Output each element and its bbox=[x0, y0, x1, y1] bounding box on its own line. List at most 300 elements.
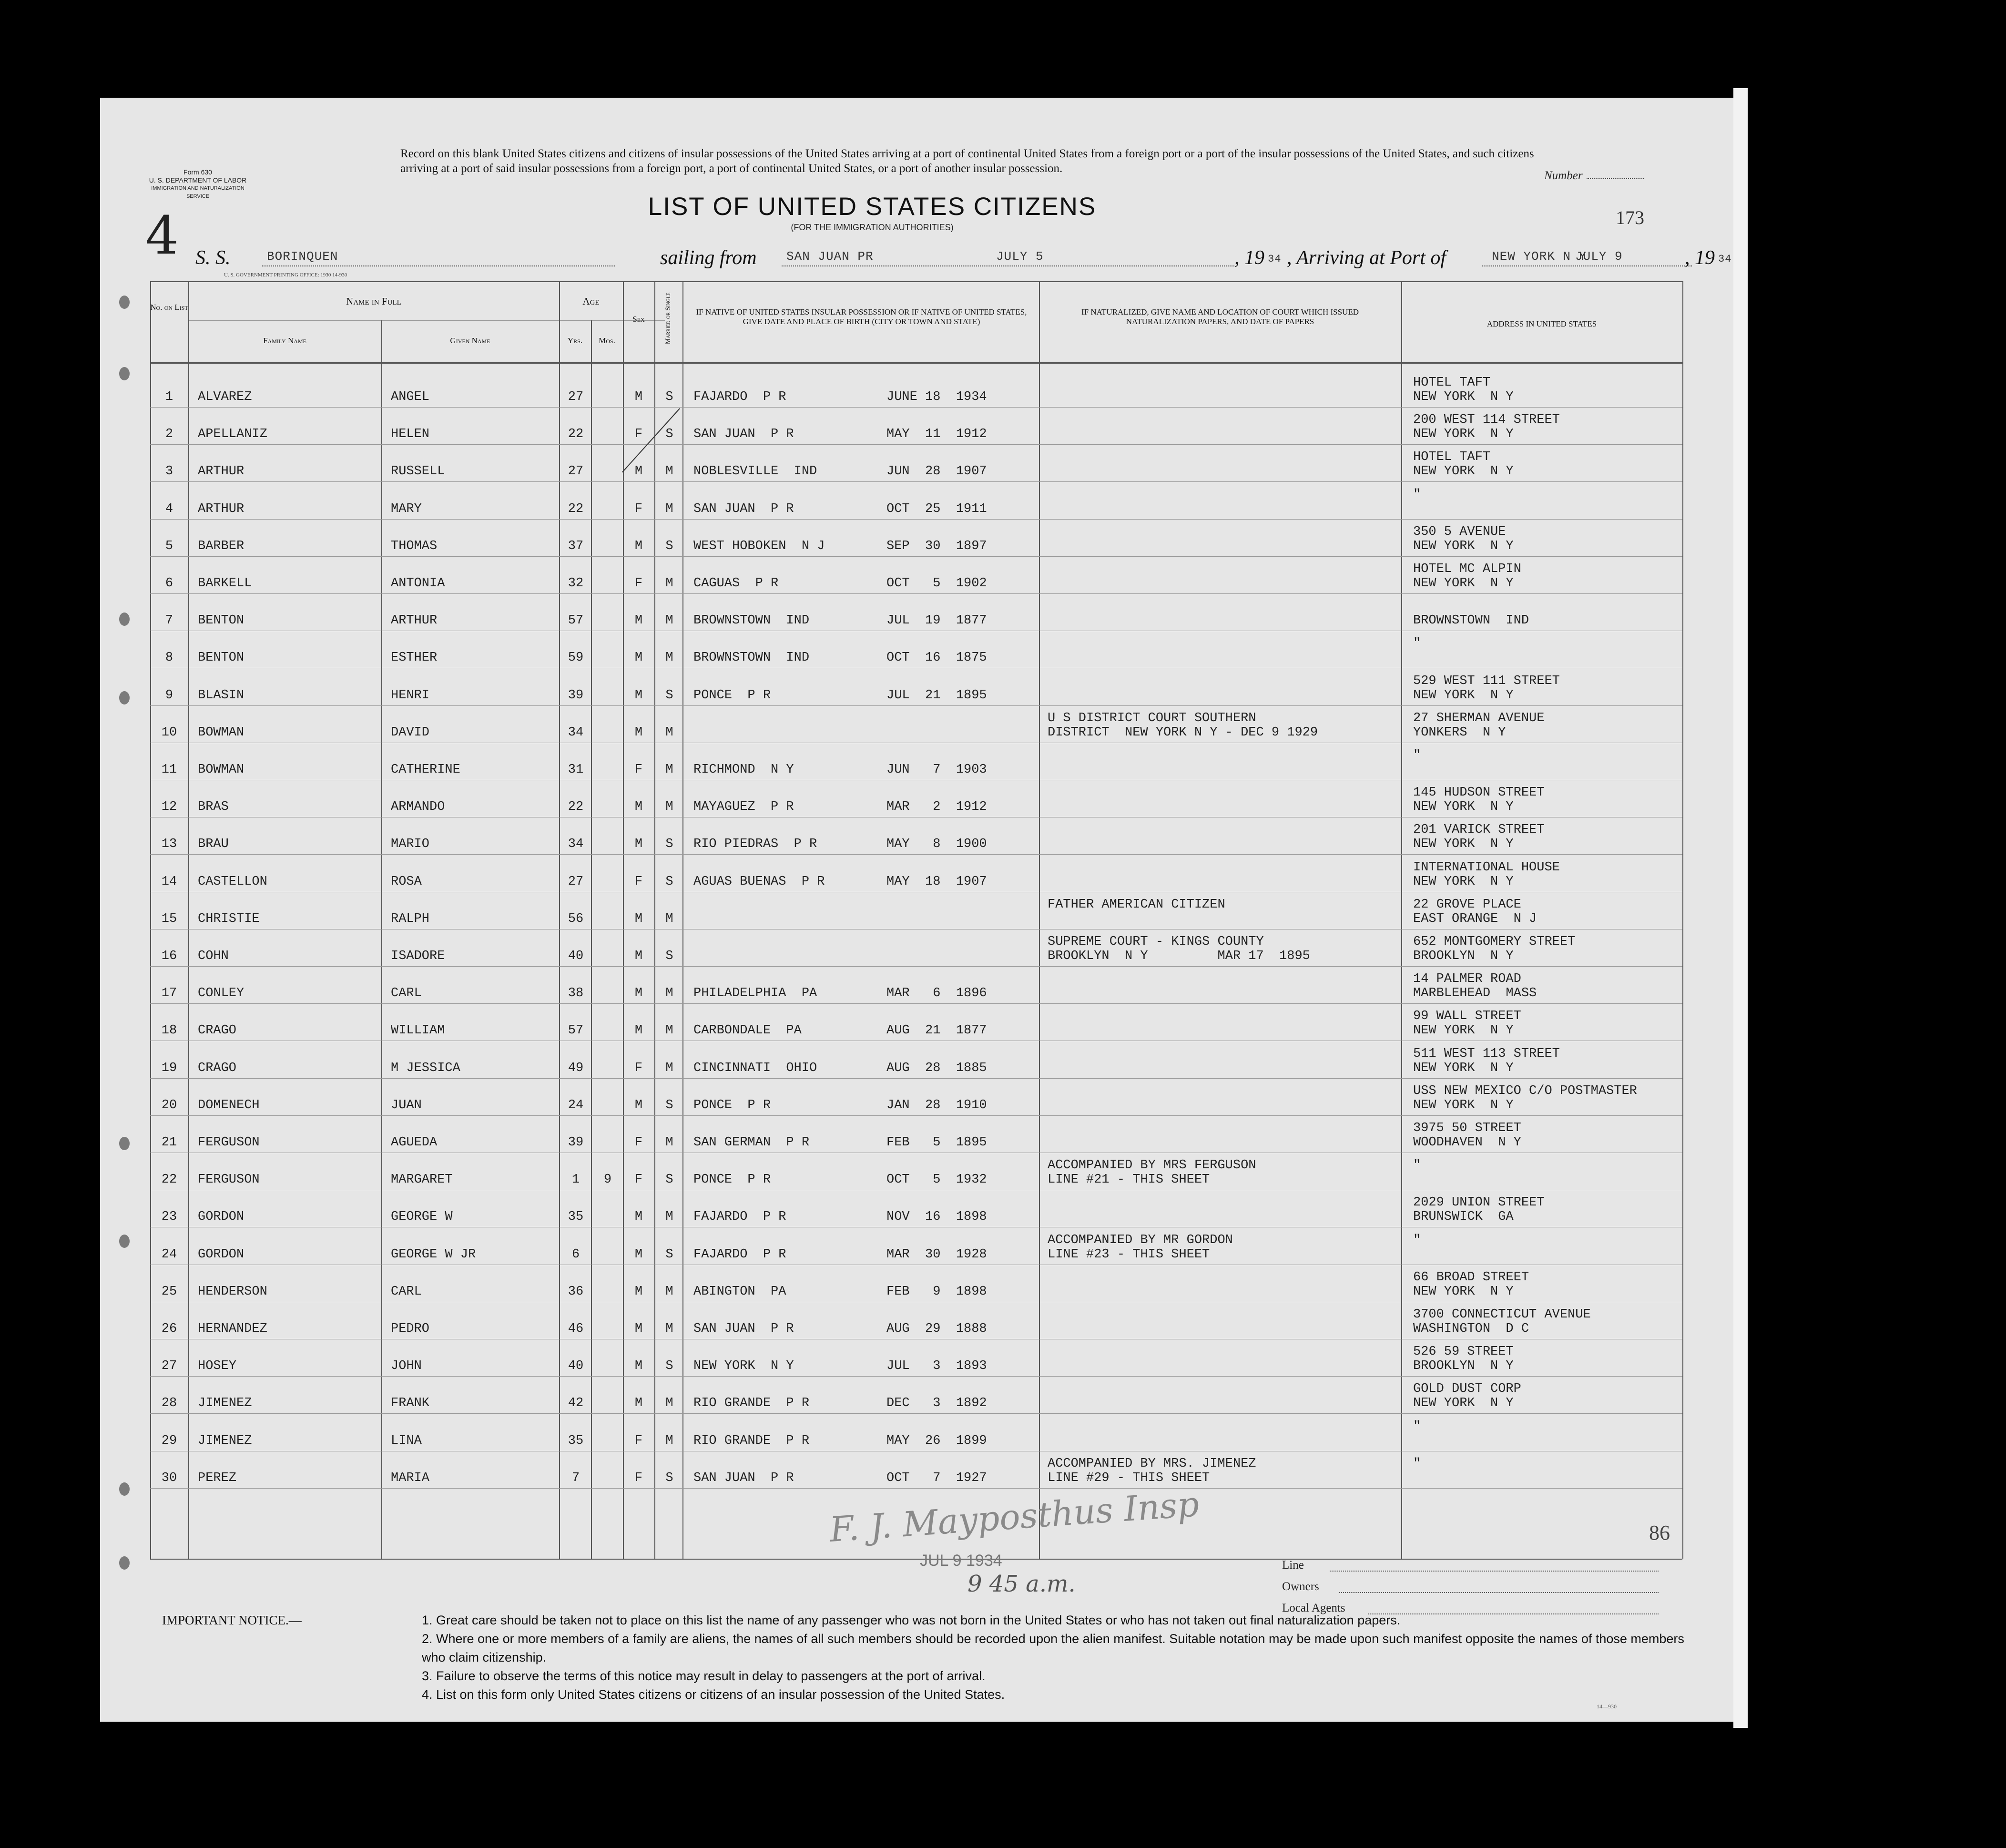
address-line2: NEW YORK N Y bbox=[1413, 576, 1514, 591]
address-line1: 529 WEST 111 STREET bbox=[1413, 674, 1560, 688]
header-name-in-full: Name in Full bbox=[346, 296, 401, 307]
given-name: MARGARET bbox=[391, 1173, 453, 1187]
to-date: JULY 9 bbox=[1575, 249, 1623, 264]
birth-date: SEP 30 1897 bbox=[886, 539, 987, 553]
table-row bbox=[100, 1454, 1733, 1491]
birth-date: JUN 7 1903 bbox=[886, 763, 987, 777]
address-line1: " bbox=[1413, 1158, 1421, 1173]
from-year: 34 bbox=[1268, 253, 1282, 265]
birth-place: PHILADELPHIA PA bbox=[693, 986, 817, 1001]
marital-status: S bbox=[665, 427, 673, 442]
table-row bbox=[100, 1118, 1733, 1155]
age-years: 59 bbox=[568, 651, 584, 665]
address-line1: 22 GROVE PLACE bbox=[1413, 897, 1521, 912]
age-years: 1 bbox=[571, 1173, 580, 1187]
address-line2: WASHINGTON D C bbox=[1413, 1322, 1529, 1336]
table-row bbox=[100, 820, 1733, 857]
arrival-time-note: 9 45 a.m. bbox=[967, 1571, 1076, 1597]
address-line2: NEW YORK N Y bbox=[1413, 464, 1514, 479]
ship-name: BORINQUEN bbox=[267, 249, 338, 264]
address-line1: 145 HUDSON STREET bbox=[1413, 786, 1545, 800]
given-name: MARIO bbox=[391, 837, 430, 852]
family-name: FERGUSON bbox=[198, 1173, 260, 1187]
given-name: FRANK bbox=[391, 1396, 430, 1411]
birth-place: FAJARDO P R bbox=[693, 1247, 786, 1262]
birth-date: MAY 18 1907 bbox=[886, 874, 987, 889]
age-years: 39 bbox=[568, 1135, 584, 1150]
address-line1: 2029 UNION STREET bbox=[1413, 1195, 1545, 1210]
given-name: JOHN bbox=[391, 1359, 422, 1374]
naturalization-line1: ACCOMPANIED BY MR GORDON bbox=[1048, 1233, 1233, 1247]
row-number: 12 bbox=[161, 800, 177, 815]
address-line1: 66 BROAD STREET bbox=[1413, 1270, 1529, 1285]
printer-imprint: U. S. GOVERNMENT PRINTING OFFICE: 1930 14-930 bbox=[224, 272, 347, 278]
age-years: 40 bbox=[568, 949, 584, 963]
page-edge-strip bbox=[1733, 88, 1748, 1728]
address-line1: 200 WEST 114 STREET bbox=[1413, 413, 1560, 428]
address-line1: HOTEL TAFT bbox=[1413, 376, 1491, 390]
family-name: JIMENEZ bbox=[198, 1396, 252, 1411]
age-years: 27 bbox=[568, 390, 584, 404]
header-married-single: Married or Single bbox=[664, 292, 672, 345]
table-row bbox=[100, 633, 1733, 671]
age-years: 34 bbox=[568, 837, 584, 852]
table-row bbox=[100, 745, 1733, 783]
address-line2: NEW YORK N Y bbox=[1413, 1284, 1514, 1299]
sex: M bbox=[634, 651, 643, 665]
table-row bbox=[100, 858, 1733, 895]
sheet-number: 173 bbox=[1616, 207, 1644, 228]
address-line1: 3700 CONNECTICUT AVENUE bbox=[1413, 1307, 1591, 1322]
row-number: 22 bbox=[161, 1173, 177, 1187]
from-fill-line bbox=[782, 265, 1234, 266]
table-row bbox=[100, 969, 1733, 1006]
corner-number: 86 bbox=[1649, 1521, 1670, 1544]
from-port: SAN JUAN PR bbox=[786, 249, 874, 264]
ss-label: S. S. bbox=[195, 247, 231, 269]
family-name: BARBER bbox=[198, 539, 244, 553]
table-top-rule bbox=[150, 281, 1682, 282]
marital-status: S bbox=[665, 1098, 673, 1113]
birth-date: AUG 21 1877 bbox=[886, 1023, 987, 1038]
row-rule bbox=[150, 1115, 1682, 1116]
table-header-rule bbox=[150, 362, 1682, 364]
address-line2: BROWNSTOWN IND bbox=[1413, 613, 1529, 628]
row-number: 23 bbox=[161, 1210, 177, 1225]
age-years: 22 bbox=[568, 427, 584, 442]
address-line1: USS NEW MEXICO C/O POSTMASTER bbox=[1413, 1083, 1637, 1098]
address-line1: 99 WALL STREET bbox=[1413, 1009, 1521, 1024]
sex: M bbox=[634, 688, 643, 703]
row-rule bbox=[150, 854, 1682, 855]
page-title: LIST OF UNITED STATES CITIZENS bbox=[648, 193, 1097, 221]
table-row bbox=[100, 783, 1733, 820]
marital-status: M bbox=[665, 1284, 673, 1299]
address-line1: HOTEL TAFT bbox=[1413, 450, 1491, 465]
family-name: CONLEY bbox=[198, 986, 244, 1001]
sex: F bbox=[634, 874, 643, 889]
sex: M bbox=[634, 911, 643, 926]
family-name: ARTHUR bbox=[198, 464, 244, 479]
row-number: 28 bbox=[161, 1396, 177, 1411]
address-line2: NEW YORK N Y bbox=[1413, 390, 1514, 404]
address-line1: HOTEL MC ALPIN bbox=[1413, 562, 1521, 576]
family-name: GORDON bbox=[198, 1247, 244, 1262]
family-name: BENTON bbox=[198, 651, 244, 665]
row-number: 4 bbox=[165, 501, 173, 516]
table-row bbox=[100, 671, 1733, 708]
naturalization-line1: SUPREME COURT - KINGS COUNTY bbox=[1048, 935, 1264, 949]
notice-item: 2. Where one or more members of a family are aliens, the names of all such members should be recorded upon the alien manifest. Suitable notation may be made upon such manifest opposite the names of those members who claim citizenship. bbox=[422, 1632, 1684, 1664]
table-row bbox=[100, 447, 1733, 484]
header-naturalized: IF NATURALIZED, GIVE NAME AND LOCATION OF COURT WHICH ISSUED NATURALIZATION PAPERS, AND DATE OF PAPERS bbox=[1081, 307, 1359, 326]
department-name: U. S. DEPARTMENT OF LABOR bbox=[149, 176, 247, 184]
sex: M bbox=[634, 1322, 643, 1336]
naturalization-line2: LINE #21 - THIS SHEET bbox=[1048, 1173, 1210, 1187]
sex: M bbox=[634, 837, 643, 852]
birth-date: JUNE 18 1934 bbox=[886, 390, 987, 404]
age-years: 46 bbox=[568, 1322, 584, 1336]
given-name: CARL bbox=[391, 986, 422, 1001]
line-label: Line bbox=[1282, 1559, 1304, 1572]
address-line1: 652 MONTGOMERY STREET bbox=[1413, 935, 1576, 949]
address-line2: BROOKLYN N Y bbox=[1413, 949, 1514, 963]
naturalization-line1: FATHER AMERICAN CITIZEN bbox=[1048, 897, 1225, 912]
family-name: BOWMAN bbox=[198, 725, 244, 740]
given-name: ANTONIA bbox=[391, 576, 445, 591]
form-instructions: Record on this blank United States citizens and citizens of insular possessions of the United States arriving at a port of continental United States from a foreign port or a port of the insular possessions of the United States, and such citizens arriving at a port of said insular possessions from a foreign port, a port of continental United States, or a port of another insular possession. bbox=[400, 147, 1534, 175]
address-line1: 3975 50 STREET bbox=[1413, 1121, 1521, 1135]
birth-date: NOV 16 1898 bbox=[886, 1210, 987, 1225]
marital-status: S bbox=[665, 949, 673, 963]
notice-item: 4. List on this form only United States citizens or citizens of an insular possession of the United States. bbox=[422, 1687, 1005, 1702]
arriving-label: , Arriving at Port of bbox=[1287, 247, 1446, 269]
from-year-prefix: , 19 bbox=[1234, 247, 1264, 269]
table-row bbox=[100, 1417, 1733, 1454]
sex: F bbox=[634, 1061, 643, 1075]
address-line2: NEW YORK N Y bbox=[1413, 539, 1514, 553]
row-number: 8 bbox=[165, 651, 173, 665]
age-years: 57 bbox=[568, 613, 584, 628]
notice-item: 1. Great care should be taken not to place on this list the name of any passenger who was not born in the United States or who has not taken out final naturalization papers. bbox=[422, 1613, 1401, 1627]
row-number: 7 bbox=[165, 613, 173, 628]
sex: F bbox=[634, 427, 643, 442]
row-number: 27 bbox=[161, 1359, 177, 1374]
birth-place: ABINGTON PA bbox=[693, 1284, 786, 1299]
naturalization-line2: LINE #23 - THIS SHEET bbox=[1048, 1247, 1210, 1262]
given-name: ANGEL bbox=[391, 390, 430, 404]
birth-place: PONCE P R bbox=[693, 688, 771, 703]
given-name: RALPH bbox=[391, 911, 430, 926]
marital-status: M bbox=[665, 986, 673, 1001]
birth-place: SAN JUAN P R bbox=[693, 1322, 794, 1336]
marital-status: M bbox=[665, 576, 673, 591]
age-years: 7 bbox=[571, 1470, 580, 1485]
birth-date: AUG 29 1888 bbox=[886, 1322, 987, 1336]
table-row bbox=[100, 1006, 1733, 1043]
family-name: HOSEY bbox=[198, 1359, 237, 1374]
age-years: 32 bbox=[568, 576, 584, 591]
marital-status: M bbox=[665, 911, 673, 926]
family-name: HENDERSON bbox=[198, 1284, 267, 1299]
sex: F bbox=[634, 1433, 643, 1448]
manifest-page bbox=[100, 98, 1733, 1722]
marital-status: M bbox=[665, 464, 673, 479]
given-name: LINA bbox=[391, 1433, 422, 1448]
family-name: FERGUSON bbox=[198, 1135, 260, 1150]
birth-place: AGUAS BUENAS P R bbox=[693, 874, 825, 889]
row-number: 2 bbox=[165, 427, 173, 442]
age-years: 34 bbox=[568, 725, 584, 740]
address-line2: MARBLEHEAD MASS bbox=[1413, 986, 1537, 1001]
birth-date: JUL 21 1895 bbox=[886, 688, 987, 703]
family-name: BOWMAN bbox=[198, 763, 244, 777]
birth-date: OCT 5 1902 bbox=[886, 576, 987, 591]
sex: F bbox=[634, 1470, 643, 1485]
address-line1: " bbox=[1413, 1233, 1421, 1247]
marital-status: M bbox=[665, 1023, 673, 1038]
sex: M bbox=[634, 1359, 643, 1374]
sex: M bbox=[634, 1284, 643, 1299]
family-name: ARTHUR bbox=[198, 501, 244, 516]
marital-status: M bbox=[665, 725, 673, 740]
table-row bbox=[100, 895, 1733, 932]
marital-status: S bbox=[665, 539, 673, 553]
family-name: APELLANIZ bbox=[198, 427, 267, 442]
marital-status: M bbox=[665, 1396, 673, 1411]
given-name: ROSA bbox=[391, 874, 422, 889]
table-row bbox=[100, 596, 1733, 633]
address-line2: NEW YORK N Y bbox=[1413, 1098, 1514, 1113]
sex: M bbox=[634, 1210, 643, 1225]
family-name: BENTON bbox=[198, 613, 244, 628]
age-years: 24 bbox=[568, 1098, 584, 1113]
sex: F bbox=[634, 501, 643, 516]
to-fill-line bbox=[1482, 265, 1692, 266]
voyage-line bbox=[195, 246, 1732, 269]
family-name: DOMENECH bbox=[198, 1098, 260, 1113]
address-line2: YONKERS N Y bbox=[1413, 725, 1506, 740]
sex: M bbox=[634, 949, 643, 963]
age-years: 22 bbox=[568, 501, 584, 516]
family-name: PEREZ bbox=[198, 1470, 237, 1485]
address-line1: GOLD DUST CORP bbox=[1413, 1382, 1521, 1397]
address-line1: 511 WEST 113 STREET bbox=[1413, 1046, 1560, 1061]
punch-hole bbox=[119, 296, 130, 309]
birth-place: RIO GRANDE P R bbox=[693, 1396, 810, 1411]
naturalization-line1: ACCOMPANIED BY MRS FERGUSON bbox=[1048, 1158, 1256, 1173]
marital-status: S bbox=[665, 1247, 673, 1262]
sex: M bbox=[634, 1247, 643, 1262]
age-months: 9 bbox=[603, 1173, 612, 1187]
family-name: BARKELL bbox=[198, 576, 252, 591]
age-years: 37 bbox=[568, 539, 584, 553]
header-no-on-list: No. on List bbox=[150, 303, 188, 312]
row-number: 14 bbox=[161, 874, 177, 889]
given-name: JUAN bbox=[391, 1098, 422, 1113]
marital-status: M bbox=[665, 613, 673, 628]
sex: M bbox=[634, 539, 643, 553]
row-number: 11 bbox=[161, 763, 177, 777]
table-row bbox=[100, 522, 1733, 559]
handwritten-mark: 4 bbox=[145, 205, 179, 266]
address-line1: INTERNATIONAL HOUSE bbox=[1413, 860, 1560, 875]
birth-date: OCT 16 1875 bbox=[886, 651, 987, 665]
birth-date: MAR 30 1928 bbox=[886, 1247, 987, 1262]
address-line1: " bbox=[1413, 1456, 1421, 1471]
birth-place: MAYAGUEZ P R bbox=[693, 800, 794, 815]
notice-heading: IMPORTANT NOTICE.— bbox=[162, 1613, 302, 1627]
family-name: BRAU bbox=[198, 837, 229, 852]
table-row bbox=[100, 708, 1733, 745]
table-row bbox=[100, 1155, 1733, 1193]
row-rule bbox=[150, 705, 1682, 706]
sex: M bbox=[634, 800, 643, 815]
age-years: 56 bbox=[568, 911, 584, 926]
naturalization-line2: LINE #29 - THIS SHEET bbox=[1048, 1470, 1210, 1485]
header-years: Yrs. bbox=[567, 336, 583, 345]
date-stamp: JUL 9 1934 bbox=[920, 1552, 1002, 1570]
birth-place: RICHMOND N Y bbox=[693, 763, 794, 777]
row-rule bbox=[150, 1376, 1682, 1377]
table-row bbox=[100, 559, 1733, 596]
birth-place: SAN GERMAN P R bbox=[693, 1135, 810, 1150]
birth-place: PONCE P R bbox=[693, 1173, 771, 1187]
birth-date: MAR 6 1896 bbox=[886, 986, 987, 1001]
marital-status: S bbox=[665, 390, 673, 404]
row-number: 6 bbox=[165, 576, 173, 591]
birth-place: PONCE P R bbox=[693, 1098, 771, 1113]
header-family-name: Family Name bbox=[263, 336, 306, 345]
row-number: 17 bbox=[161, 986, 177, 1001]
to-year: 34 bbox=[1718, 253, 1732, 265]
marital-status: M bbox=[665, 501, 673, 516]
age-years: 40 bbox=[568, 1359, 584, 1374]
line-fill bbox=[1330, 1571, 1659, 1572]
birth-date: JUL 3 1893 bbox=[886, 1359, 987, 1374]
marital-status: M bbox=[665, 1210, 673, 1225]
address-line2: NEW YORK N Y bbox=[1413, 1396, 1514, 1411]
age-years: 31 bbox=[568, 763, 584, 777]
birth-date: OCT 7 1927 bbox=[886, 1470, 987, 1485]
birth-date: OCT 25 1911 bbox=[886, 501, 987, 516]
table-row bbox=[100, 1305, 1733, 1342]
birth-place: BROWNSTOWN IND bbox=[693, 613, 810, 628]
family-name: GORDON bbox=[198, 1210, 244, 1225]
notice-items bbox=[422, 1611, 1699, 1704]
birth-date: DEC 3 1892 bbox=[886, 1396, 987, 1411]
marital-status: M bbox=[665, 1061, 673, 1075]
row-number: 21 bbox=[161, 1135, 177, 1150]
sex: M bbox=[634, 464, 643, 479]
row-number: 9 bbox=[165, 688, 173, 703]
given-name: ARTHUR bbox=[391, 613, 438, 628]
header-given-name: Given Name bbox=[450, 336, 490, 345]
naturalization-line2: BROOKLYN N Y MAR 17 1895 bbox=[1048, 949, 1310, 963]
row-number: 1 bbox=[165, 390, 173, 404]
family-name: CRAGO bbox=[198, 1023, 237, 1038]
row-number: 15 bbox=[161, 911, 177, 926]
address-line1: " bbox=[1413, 1419, 1421, 1434]
age-years: 49 bbox=[568, 1061, 584, 1075]
naturalization-line1: U S DISTRICT COURT SOUTHERN bbox=[1048, 711, 1256, 725]
form-code: 14—930 bbox=[1597, 1703, 1617, 1710]
birth-date: JAN 28 1910 bbox=[886, 1098, 987, 1113]
header-sex: Sex bbox=[632, 315, 645, 324]
family-name: BLASIN bbox=[198, 688, 244, 703]
sex: M bbox=[634, 1396, 643, 1411]
family-name: JIMENEZ bbox=[198, 1433, 252, 1448]
birth-place: SAN JUAN P R bbox=[693, 1470, 794, 1485]
age-years: 27 bbox=[568, 874, 584, 889]
header-address: ADDRESS IN UNITED STATES bbox=[1487, 319, 1597, 328]
given-name: M JESSICA bbox=[391, 1061, 460, 1075]
given-name: ESTHER bbox=[391, 651, 438, 665]
birth-place: RIO GRANDE P R bbox=[693, 1433, 810, 1448]
sex: M bbox=[634, 613, 643, 628]
table-row bbox=[100, 1342, 1733, 1379]
family-name: CHRISTIE bbox=[198, 911, 260, 926]
form-identifier bbox=[141, 168, 255, 201]
birth-place: NOBLESVILLE IND bbox=[693, 464, 817, 479]
birth-place: NEW YORK N Y bbox=[693, 1359, 794, 1374]
table-row bbox=[100, 1081, 1733, 1118]
address-line2: NEW YORK N Y bbox=[1413, 874, 1514, 889]
address-line2: NEW YORK N Y bbox=[1413, 837, 1514, 852]
marital-status: M bbox=[665, 651, 673, 665]
sex: M bbox=[634, 725, 643, 740]
naturalization-line1: ACCOMPANIED BY MRS. JIMENEZ bbox=[1048, 1456, 1256, 1471]
address-line1: " bbox=[1413, 636, 1421, 651]
family-name: ALVAREZ bbox=[198, 390, 252, 404]
family-name: CASTELLON bbox=[198, 874, 267, 889]
marital-status: S bbox=[665, 874, 673, 889]
age-years: 39 bbox=[568, 688, 584, 703]
address-line1: 201 VARICK STREET bbox=[1413, 823, 1545, 837]
age-years: 42 bbox=[568, 1396, 584, 1411]
row-rule bbox=[150, 966, 1682, 967]
address-line1: 14 PALMER ROAD bbox=[1413, 972, 1521, 987]
notice-item: 3. Failure to observe the terms of this notice may result in delay to passengers at the port of arrival. bbox=[422, 1669, 986, 1683]
birth-date: FEB 5 1895 bbox=[886, 1135, 987, 1150]
number-label: Number bbox=[1544, 169, 1644, 183]
given-name: CATHERINE bbox=[391, 763, 460, 777]
address-line2: NEW YORK N Y bbox=[1413, 1061, 1514, 1075]
row-rule bbox=[150, 481, 1682, 482]
from-date: JULY 5 bbox=[996, 249, 1044, 264]
service-name: IMMIGRATION AND NATURALIZATION SERVICE bbox=[151, 185, 244, 199]
row-rule bbox=[150, 1078, 1682, 1079]
given-name: ARMANDO bbox=[391, 800, 445, 815]
table-row bbox=[100, 1230, 1733, 1267]
row-rule bbox=[150, 1488, 1682, 1489]
ship-fill-line bbox=[262, 265, 615, 266]
sex: M bbox=[634, 1023, 643, 1038]
row-number: 10 bbox=[161, 725, 177, 740]
given-name: HENRI bbox=[391, 688, 430, 703]
owners-fill bbox=[1339, 1592, 1659, 1593]
address-line1: 526 59 STREET bbox=[1413, 1345, 1514, 1359]
row-rule bbox=[150, 593, 1682, 594]
given-name: RUSSELL bbox=[391, 464, 445, 479]
table-row bbox=[100, 373, 1733, 410]
row-number: 18 bbox=[161, 1023, 177, 1038]
address-line1: 350 5 AVENUE bbox=[1413, 524, 1506, 539]
marital-status: S bbox=[665, 1173, 673, 1187]
address-line2: EAST ORANGE N J bbox=[1413, 911, 1537, 926]
given-name: PEDRO bbox=[391, 1322, 430, 1336]
age-years: 27 bbox=[568, 464, 584, 479]
